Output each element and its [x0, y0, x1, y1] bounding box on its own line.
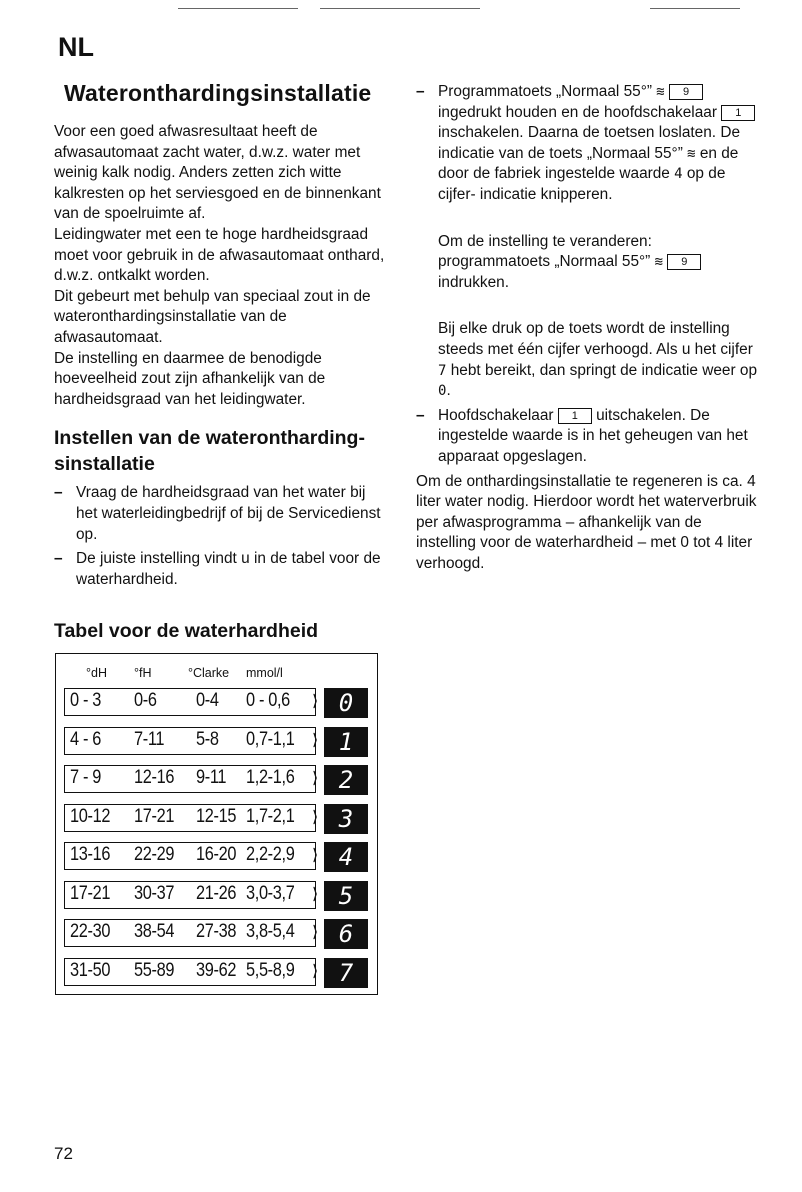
cell-mmol: 3,0-3,7	[246, 882, 295, 904]
cell-dh: 10-12	[70, 805, 111, 827]
arrow-icon: ⟩	[312, 770, 319, 787]
header-mmol: mmol/l	[246, 666, 283, 680]
lcd-digit: 3	[324, 804, 368, 834]
program-icon: ≋	[687, 145, 696, 162]
paragraph: Dit gebeurt met behulp van speciaal zout in de wateronthardingsinstallatie van de afwasautomaat.	[54, 287, 371, 346]
cell-mmol: 1,2-1,6	[246, 767, 295, 788]
cell-dh: 22-30	[70, 921, 111, 942]
cell-dh: 31-50	[70, 959, 111, 981]
intro-paragraph: Voor een goed afwasresultaat heeft de afwasautomaat zacht water, d.w.z. water met weinig kalk nodig. Anders zetten zich witte kalkresten op het serviesgoed en de binnenkant van de spoelruimte af.	[54, 123, 381, 223]
paragraph: Om de instelling te veranderen: programmatoets „Normaal 55°” ≋ 9 indrukken.	[416, 232, 761, 294]
paragraph: De instelling en daarmee de benodigde hoeveelheid zout zijn afhankelijk van de hardheidsgraad van het leidingwater.	[54, 349, 326, 408]
cell-fh: 7-11	[134, 728, 165, 750]
cell-dh: 4 - 6	[70, 728, 101, 750]
arrow-icon: ⟩	[312, 885, 319, 903]
program-icon: ≋	[654, 254, 664, 271]
page-title: Wateronthardingsinstallatie	[64, 80, 372, 106]
lcd-digit: 2	[324, 765, 368, 795]
header-dh: °dH	[86, 666, 107, 680]
cell-fh: 0-6	[134, 690, 157, 711]
header-clarke: °Clarke	[188, 666, 230, 680]
cell-mmol: 3,8-5,4	[246, 921, 295, 942]
table-row	[64, 804, 368, 834]
hardness-table	[55, 653, 378, 995]
key-button-1: 1	[558, 408, 592, 424]
arrow-icon: ⟩	[312, 693, 319, 710]
key-button-9: 9	[667, 254, 701, 270]
cell-fh: 38-54	[134, 921, 175, 942]
table-row	[64, 958, 368, 988]
table-row	[64, 881, 368, 911]
cell-dh: 7 - 9	[70, 767, 101, 788]
arrow-icon: ⟩	[312, 731, 319, 749]
list-item: – Hoofdschakelaar 1 uitschakelen. De ingestelde waarde is in het geheugen van het apparaat opgeslagen.	[416, 406, 748, 465]
cell-dh: 0 - 3	[70, 690, 101, 711]
cell-clarke: 21-26	[196, 882, 237, 904]
cell-mmol: 2,2-2,9	[246, 844, 295, 865]
table-row	[64, 919, 368, 949]
digit-display: 0	[438, 383, 447, 400]
table-row	[64, 688, 368, 718]
paragraph: Bij elke druk op de toets wordt de instelling steeds met één cijfer verhoogd. Als u het cijfer 7 hebt bereikt, dan springt de indicatie weer op 0.	[438, 320, 758, 400]
table-row	[64, 842, 368, 872]
cell-fh: 17-21	[134, 805, 175, 827]
table-row	[64, 765, 368, 795]
lcd-digit: 7	[324, 958, 368, 988]
cell-clarke: 12-15	[196, 805, 237, 827]
cell-fh: 30-37	[134, 882, 175, 904]
dash-bullet: –	[54, 550, 63, 568]
lcd-digit: 4	[324, 842, 368, 872]
dash-bullet: –	[416, 83, 425, 100]
cell-clarke: 16-20	[196, 844, 237, 865]
digit-display: 4	[674, 166, 683, 183]
right-column	[416, 78, 761, 574]
list-item: – Vraag de hardheidsgraad van het water bij het waterleidingbedrijf of bij de Servicedienst op.	[54, 484, 381, 543]
list-item: – Programmatoets „Normaal 55°” ≋ 9 ingedrukt houden en de hoofdschakelaar 1 inschakelen. Daarna de toetsen loslaten. De indicatie van de toets „Normaal 55°” ≋ en de door de fabriek ingestelde waarde 4 op de cijfer- indicatie knipperen.	[416, 82, 761, 206]
scan-mark	[650, 8, 740, 9]
cell-fh: 22-29	[134, 844, 175, 865]
cell-clarke: 39-62	[196, 959, 237, 981]
regeneration-paragraph: Om de onthardingsinstallatie te regeneren is ca. 4 liter water nodig. Hierdoor wordt het waterverbruik per afwasprogramma – afhankelijk van de instelling voor de waterhardheid – met 0 tot 4 liter verhoogd.	[416, 472, 757, 572]
program-icon: ≋	[656, 84, 665, 100]
cell-clarke: 27-38	[196, 921, 237, 942]
scan-mark	[178, 8, 298, 9]
key-button-9: 9	[669, 84, 703, 100]
table-row	[64, 727, 368, 757]
lcd-digit: 6	[324, 919, 368, 949]
left-column	[54, 122, 389, 594]
arrow-icon: ⟩	[312, 924, 319, 941]
dash-bullet: –	[416, 406, 425, 424]
cell-clarke: 5-8	[196, 728, 219, 750]
key-button-1: 1	[721, 105, 755, 121]
paragraph: Leidingwater met een te hoge hardheidsgraad moet voor gebruik in de afwasautomaat onthard, d.w.z. ontkalkt worden.	[54, 225, 385, 285]
cell-dh: 17-21	[70, 882, 111, 904]
dash-bullet: –	[54, 484, 63, 502]
lcd-digit: 1	[324, 727, 368, 757]
cell-mmol: 0 - 0,6	[246, 690, 290, 711]
table-title: Tabel voor de waterhardheid	[54, 620, 319, 642]
cell-fh: 12-16	[134, 767, 175, 788]
cell-mmol: 5,5-8,9	[246, 959, 295, 981]
page-number: 72	[54, 1144, 73, 1163]
section-heading: Instellen van de wateronthardingsinstallatie	[54, 427, 365, 476]
list-item: – De juiste instelling vindt u in de tabel voor de waterhardheid.	[54, 550, 381, 588]
lcd-digit: 0	[324, 688, 368, 718]
cell-dh: 13-16	[70, 844, 111, 865]
digit-display: 7	[438, 362, 447, 379]
cell-mmol: 0,7-1,1	[246, 728, 295, 750]
lcd-digit: 5	[324, 881, 368, 911]
header-fh: °fH	[134, 666, 152, 680]
cell-mmol: 1,7-2,1	[246, 805, 295, 827]
arrow-icon: ⟩	[312, 847, 319, 864]
cell-fh: 55-89	[134, 959, 175, 981]
language-label: NL	[58, 32, 94, 62]
cell-clarke: 9-11	[196, 767, 227, 788]
arrow-icon: ⟩	[312, 808, 319, 826]
scan-mark	[320, 8, 480, 9]
arrow-icon: ⟩	[312, 962, 319, 980]
cell-clarke: 0-4	[196, 690, 219, 711]
